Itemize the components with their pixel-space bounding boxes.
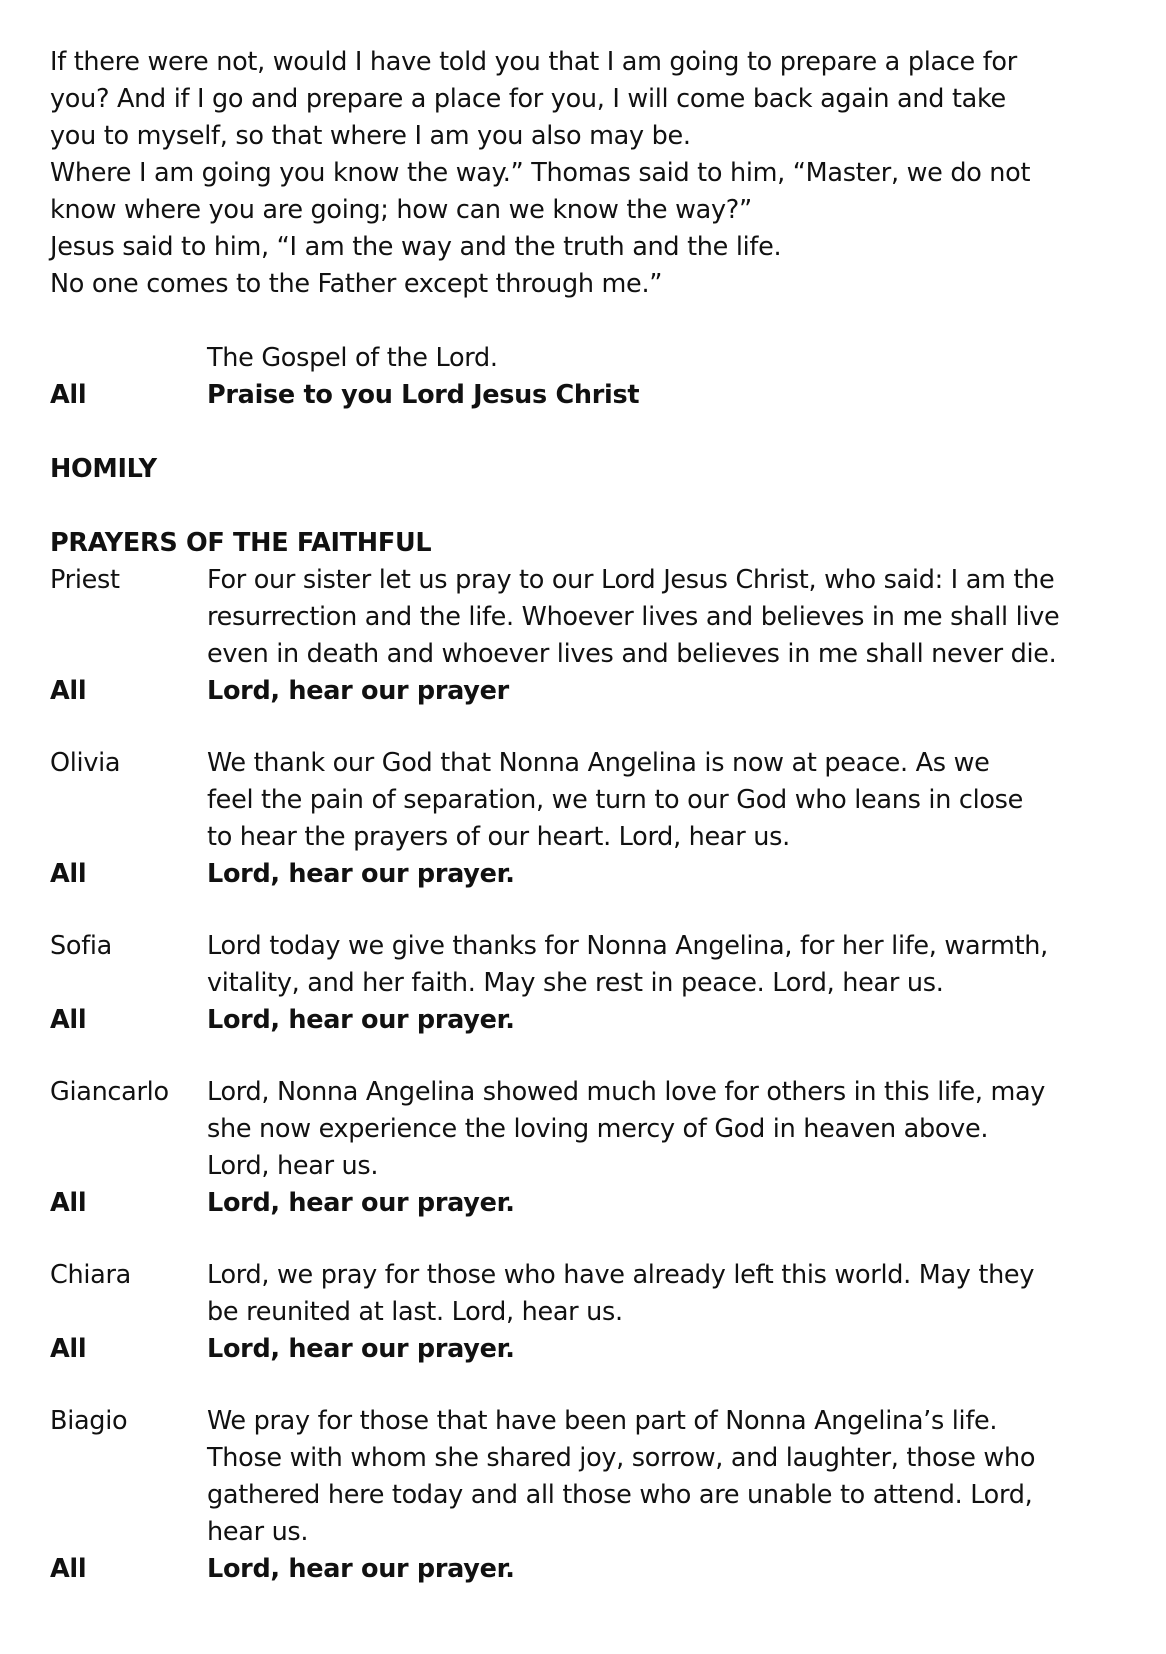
response-row xyxy=(50,1185,1130,1222)
spacer xyxy=(50,1368,1130,1403)
prayer-row xyxy=(50,745,1130,856)
prayer-line: For our sister let us pray to our Lord Jesus Christ, who said: I am the xyxy=(207,565,1055,595)
prayer-item xyxy=(50,1257,1130,1368)
response-text: Lord, hear our prayer. xyxy=(207,1334,515,1364)
prayer-item xyxy=(50,1403,1130,1588)
response-speaker: All xyxy=(50,1334,87,1364)
speaker-label: Sofia xyxy=(50,931,112,961)
prayer-line: vitality, and her faith. May she rest in peace. Lord, hear us. xyxy=(207,968,944,998)
spacer xyxy=(50,488,1130,525)
prayer-line: Lord today we give thanks for Nonna Angelina, for her life, warmth, xyxy=(207,931,1048,961)
homily-heading: HOMILY xyxy=(50,454,157,484)
response-speaker: All xyxy=(50,380,87,410)
spacer xyxy=(50,303,1130,340)
spacer xyxy=(50,1222,1130,1257)
prayer-row xyxy=(50,562,1130,673)
prayer-text xyxy=(207,1403,1130,1551)
response-speaker: All xyxy=(50,1188,87,1218)
prayer-item xyxy=(50,928,1130,1039)
speaker-label: Biagio xyxy=(50,1406,128,1436)
prayer-line: resurrection and the life. Whoever lives and believes in me shall live xyxy=(207,602,1060,632)
gospel-line: Where I am going you know the way.” Thomas said to him, “Master, we do not xyxy=(50,158,1031,188)
prayer-row xyxy=(50,1257,1130,1331)
gospel-line: you to myself, so that where I am you also may be. xyxy=(50,121,691,151)
speaker-label: Olivia xyxy=(50,748,121,778)
document-page xyxy=(50,44,1130,1588)
gospel-closing-row xyxy=(50,340,1130,377)
prayer-text xyxy=(207,1074,1130,1185)
response-speaker: All xyxy=(50,1005,87,1035)
spacer xyxy=(50,414,1130,451)
prayers-heading: PRAYERS OF THE FAITHFUL xyxy=(50,528,432,558)
prayer-text xyxy=(207,562,1130,673)
prayer-line: hear us. xyxy=(207,1517,309,1547)
prayer-row xyxy=(50,928,1130,1002)
gospel-passage xyxy=(50,44,1130,303)
speaker-label: Giancarlo xyxy=(50,1077,169,1107)
prayer-line: Lord, hear us. xyxy=(207,1151,379,1181)
gospel-line: you? And if I go and prepare a place for you, I will come back again and take xyxy=(50,84,1006,114)
prayer-line: she now experience the loving mercy of God in heaven above. xyxy=(207,1114,989,1144)
prayer-line: Lord, Nonna Angelina showed much love for others in this life, may xyxy=(207,1077,1046,1107)
prayer-text xyxy=(207,1257,1130,1331)
prayer-line: We thank our God that Nonna Angelina is now at peace. As we xyxy=(207,748,990,778)
speaker-label: Priest xyxy=(50,565,120,595)
response-row xyxy=(50,673,1130,710)
response-text: Lord, hear our prayer. xyxy=(207,1554,515,1584)
gospel-response-row xyxy=(50,377,1130,414)
response-text: Lord, hear our prayer xyxy=(207,676,509,706)
prayer-row xyxy=(50,1074,1130,1185)
prayer-text xyxy=(207,745,1130,856)
prayer-line: to hear the prayers of our heart. Lord, hear us. xyxy=(207,822,790,852)
speaker-label: Chiara xyxy=(50,1260,131,1290)
gospel-response-text: Praise to you Lord Jesus Christ xyxy=(207,380,640,410)
response-row xyxy=(50,856,1130,893)
response-speaker: All xyxy=(50,859,87,889)
prayer-line: feel the pain of separation, we turn to our God who leans in close xyxy=(207,785,1024,815)
gospel-line: If there were not, would I have told you that I am going to prepare a place for xyxy=(50,47,1017,77)
prayer-text xyxy=(207,928,1130,1002)
response-speaker: All xyxy=(50,1554,87,1584)
prayer-item xyxy=(50,745,1130,893)
prayer-line: even in death and whoever lives and believes in me shall never die. xyxy=(207,639,1057,669)
response-row xyxy=(50,1551,1130,1588)
prayer-line: gathered here today and all those who are unable to attend. Lord, xyxy=(207,1480,1033,1510)
spacer xyxy=(50,893,1130,928)
spacer xyxy=(50,710,1130,745)
prayer-line: be reunited at last. Lord, hear us. xyxy=(207,1297,623,1327)
spacer xyxy=(50,1039,1130,1074)
response-text: Lord, hear our prayer. xyxy=(207,1188,515,1218)
prayer-item xyxy=(50,562,1130,710)
prayer-line: We pray for those that have been part of Nonna Angelina’s life. xyxy=(207,1406,998,1436)
response-text: Lord, hear our prayer. xyxy=(207,1005,515,1035)
gospel-line: know where you are going; how can we know the way?” xyxy=(50,195,752,225)
prayer-row xyxy=(50,1403,1130,1551)
gospel-line: Jesus said to him, “I am the way and the truth and the life. xyxy=(50,232,782,262)
prayer-line: Those with whom she shared joy, sorrow, and laughter, those who xyxy=(207,1443,1036,1473)
response-speaker: All xyxy=(50,676,87,706)
gospel-line: No one comes to the Father except through me.” xyxy=(50,269,663,299)
gospel-closing-text: The Gospel of the Lord. xyxy=(207,343,498,373)
response-row xyxy=(50,1331,1130,1368)
prayer-line: Lord, we pray for those who have already left this world. May they xyxy=(207,1260,1035,1290)
response-text: Lord, hear our prayer. xyxy=(207,859,515,889)
prayer-item xyxy=(50,1074,1130,1222)
response-row xyxy=(50,1002,1130,1039)
